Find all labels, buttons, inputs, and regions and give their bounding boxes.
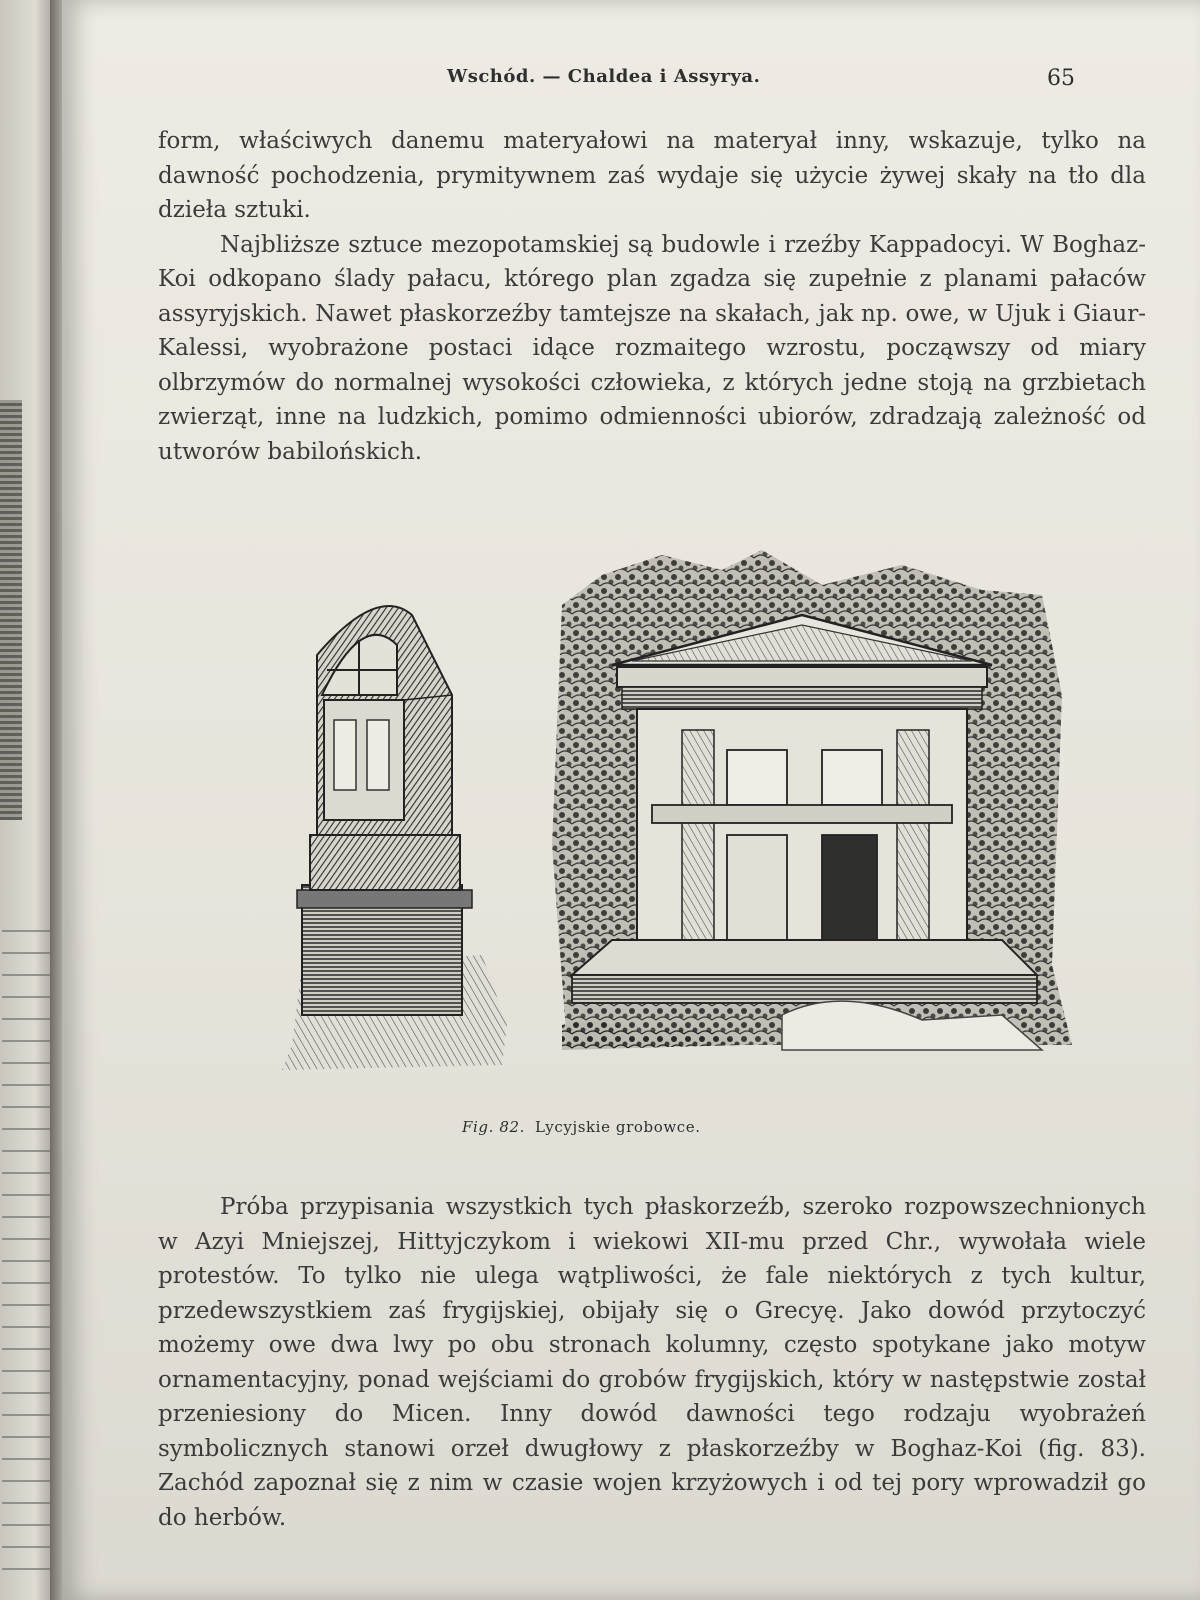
figure-lycian-tombs — [222, 545, 1082, 1085]
text-block-bottom — [158, 1190, 1146, 1535]
page-number: 65 — [1047, 66, 1075, 91]
paragraph: Próba przypisania wszystkich tych płaskorzeźb, szeroko rozpowszechnionych w Azyi Mniejszej, Hittyjczykom i wiekowi XII-mu przed Chr., wywołała wiele protestów. To tylko nie ulega wątpliwości, że fale niektórych z tych kultur, przedewszystkiem zaś frygijskiej, obijały się o Grecyę. Jako dowód przytoczyć możemy owe dwa lwy po obu stronach kolumny, często spotykane jako motyw ornamentacyjny, ponad wejściami do grobów frygijskich, który w następstwie został przeniesiony do Micen. Inny dowód dawności tego rodzaju wyobrażeń symbolicznych stanowi orzeł dwugłowy z płaskorzeźby w Boghaz-Koi (fig. 83). Zachód zapoznał się z nim w czasie wojen krzyżowych i od tej pory wprowadził go do herbów. — [158, 1194, 1146, 1531]
figure-number: Fig. 82. — [462, 1118, 525, 1136]
engraving-illustration — [222, 545, 1082, 1085]
left-page-text-fragment — [2, 930, 54, 1590]
paragraph: form, właściwych danemu materyałowi na materyał inny, wskazuje, tylko na dawność pochodzenia, prymitywnem zaś wydaje się użycie żywej skały na tło dla dzieła sztuki. — [158, 128, 1146, 223]
text-block-top — [158, 124, 1146, 469]
running-head: Wschód. — Chaldea i Assyrya. — [447, 66, 761, 87]
paragraph: Najbliższe sztuce mezopotamskiej są budowle i rzeźby Kappadocyi. W Boghaz-Koi odkopano ślady pałacu, którego plan zgadza się zupełnie z planami pałaców assyryjskich. Nawet płaskorzeźby tamtejsze na skałach, jak np. owe, w Ujuk i Giaur-Kalessi, wyobrażone postaci idące rozmaitego wzrostu, począwszy od miary olbrzymów do normalnej wysokości człowieka, z których jedne stoją na grzbietach zwierząt, inne na ludzkich, pomimo odmienności ubiorów, zdradzają zależność od utworów babilońskich. — [158, 231, 1146, 465]
book-page — [62, 0, 1200, 1600]
right-tomb-drawing — [552, 550, 1072, 1050]
left-tomb-drawing — [282, 606, 507, 1070]
figure-caption-text: Lycyjskie grobowce. — [535, 1118, 701, 1136]
left-page-illustration-fragment — [0, 400, 22, 820]
figure-caption — [462, 1118, 701, 1136]
